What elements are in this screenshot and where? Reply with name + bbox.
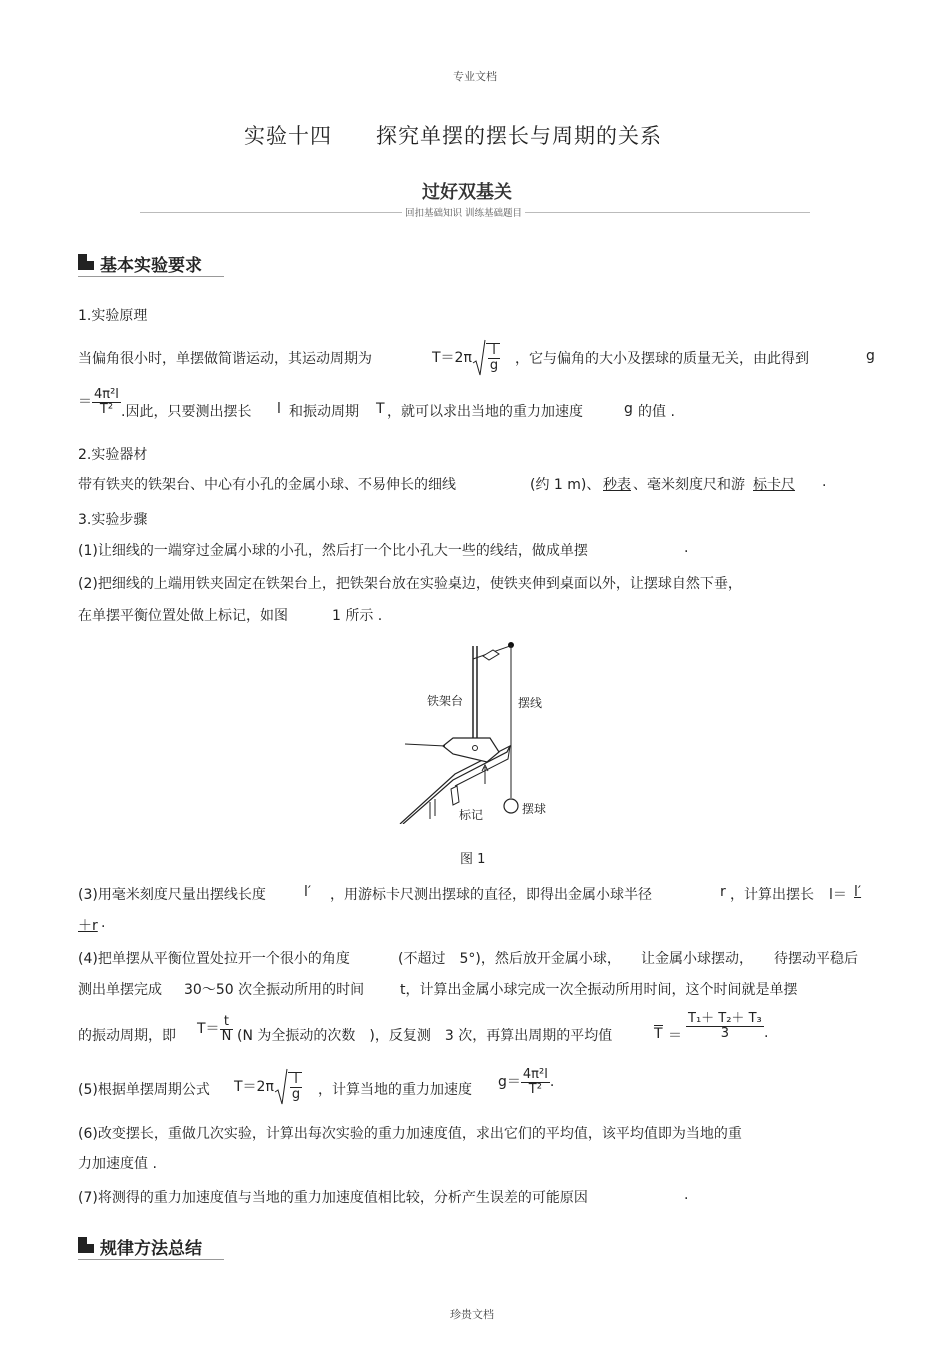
step-6a: (6)改变摆长，重做几次实验，计算出每次实验的重力加速度值，求出它们的平均值，该平均值即为当地的重: [78, 1126, 742, 1142]
step-7-end: .: [684, 1187, 689, 1203]
figure-pendulum: [395, 634, 565, 824]
banner-title: 过好双基关: [422, 182, 512, 203]
principle-g: g: [866, 348, 875, 364]
sym-l-prime: l′: [304, 884, 312, 900]
fraction-l-over-g: $\frac{l}{g}$: [489, 343, 499, 373]
section-underline: [78, 276, 224, 277]
sqrt-symbol: [472, 339, 486, 377]
step-1-end: .: [684, 540, 689, 556]
step-4d: 待摆动平稳后: [774, 951, 858, 967]
step-4i: (N 为全振动的次数 )，反复测 3 次，再算出周期的平均值: [237, 1028, 613, 1044]
principle-line2: ＝ $\frac{\text{4π²l}}{\text{T²}}$: [78, 387, 119, 417]
step-7: (7)将测得的重力加速度值与当地的重力加速度值相比较，分析产生误差的可能原因: [78, 1190, 588, 1206]
step-2a: (2)把细线的上端用铁夹固定在铁架台上，把铁架台放在实验桌边，使铁夹伸到桌面以外，让摆球自然下垂，: [78, 576, 742, 592]
principle-line2-d: ，就可以求出当地的重力加速度: [387, 404, 583, 420]
steps-heading: 3.实验步骤: [78, 512, 148, 528]
step-2b: 在单摆平衡位置处做上标记，如图: [78, 608, 288, 624]
sym-l: l: [277, 401, 281, 417]
fraction-g: $\frac{\text{4π²l}}{\text{T²}}$: [94, 387, 119, 417]
equipment-a: 带有铁夹的铁架台、中心有小孔的金属小球、不易伸长的细线: [78, 477, 456, 493]
step-4-period-formula: T＝ $\frac{t}{N}$: [197, 1014, 232, 1044]
principle-line2-c: 和振动周期: [289, 404, 359, 420]
step-4g: t，计算出金属小球完成一次全振动所用时间，这个时间就是单摆: [400, 982, 798, 998]
step-5-g-formula: g＝ $\frac{\text{4π²l}}{\text{T²}}$ .: [498, 1067, 555, 1097]
principle-line2-b: .因此，只要测出摆长: [121, 404, 252, 420]
label-ball: 摆球: [522, 802, 547, 816]
section-heading-basic: 基本实验要求: [100, 256, 202, 276]
page-footer: 珍贵文档: [450, 1308, 494, 1321]
step-2b-num: 1 所示 .: [332, 608, 383, 624]
label-string: 摆线: [518, 696, 543, 710]
principle-line2-e: 的值 .: [638, 404, 675, 420]
principle-line1: 当偏角很小时，单摆做简谐运动，其运动周期为: [78, 351, 372, 367]
step-4f: 30～50 次全振动所用的时间: [184, 982, 365, 998]
step-4-average-fraction: $\frac{\text{T₁＋ T₂＋ T₃}}{3}$: [688, 1011, 762, 1041]
page-title: 实验十四 探究单摆的摆长与周期的关系: [244, 124, 662, 148]
step-3b: ，用游标卡尺测出摆球的直径，即得出金属小球半径: [330, 887, 652, 903]
step-4e: 测出单摆完成: [78, 982, 162, 998]
section-heading-summary: 规律方法总结: [100, 1239, 202, 1259]
step-5a: (5)根据单摆周期公式: [78, 1082, 210, 1098]
page-header: 专业文档: [453, 70, 497, 83]
banner-subtitle: 回扣基础知识 训练基础题目: [402, 205, 525, 219]
step-5-formula: T＝2π $\frac{l}{g}$: [234, 1068, 302, 1106]
label-mark: 标记: [459, 808, 484, 822]
principle-line1-b: ，它与偏角的大小及摆球的质量无关，由此得到: [515, 351, 809, 367]
step-5b: ，计算当地的重力加速度: [318, 1082, 472, 1098]
step-3-eq: l＝: [829, 887, 847, 903]
sym-r: r: [720, 884, 726, 900]
section-icon: [78, 1237, 94, 1253]
step-3-end: .: [101, 915, 106, 931]
step-4h: 的振动周期，即: [78, 1028, 176, 1044]
step-4-Tbar: T: [654, 1026, 663, 1042]
equipment-d: 、毫米刻度尺和游: [633, 477, 745, 493]
label-stand: 铁架台: [427, 694, 464, 708]
step-6b: 力加速度值 .: [78, 1156, 157, 1172]
step-3-plus-r: ＋r: [78, 918, 98, 934]
section-icon: [78, 254, 94, 270]
equipment-b: (约 1 m)、: [530, 477, 601, 493]
formula-T: T＝2π: [432, 350, 472, 366]
step-4c: 让金属小球摆动，: [641, 951, 753, 967]
step-4b: (不超过 5°)，然后放开金属小球，: [398, 951, 621, 967]
step-4a: (4)把单摆从平衡位置处拉开一个很小的角度: [78, 951, 350, 967]
equipment-caliper: 标卡尺: [753, 477, 795, 493]
step-3a: (3)用毫米刻度尺量出摆线长度: [78, 887, 266, 903]
equipment-stopwatch: 秒表: [603, 477, 631, 493]
figure-caption: 图 1: [460, 852, 486, 867]
step-1: (1)让细线的一端穿过金属小球的小孔，然后打一个比小孔大一些的线结，做成单摆: [78, 543, 588, 559]
step-4-eq: ＝: [668, 1028, 682, 1044]
step-3-lprime: l′: [854, 884, 862, 900]
sym-T: T: [376, 401, 385, 417]
step-4-end: .: [764, 1025, 769, 1041]
step-3c: ，计算出摆长: [730, 887, 814, 903]
sym-g: g: [624, 401, 633, 417]
equipment-f: .: [822, 474, 827, 490]
principle-formula: [432, 339, 500, 377]
section-underline: [78, 1259, 224, 1260]
pendulum-diagram: [395, 634, 565, 824]
equipment-heading: 2.实验器材: [78, 447, 148, 463]
principle-heading: 1.实验原理: [78, 308, 148, 324]
